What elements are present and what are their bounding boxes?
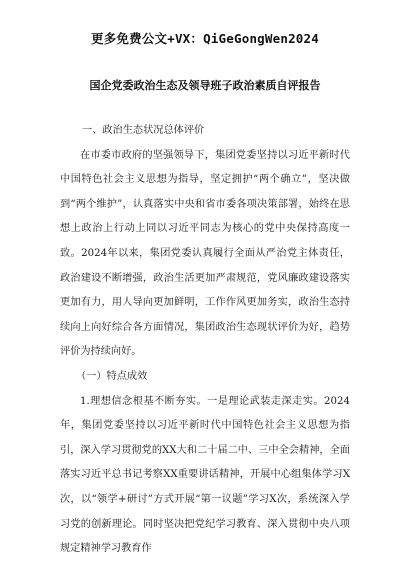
body-paragraph: 1.理想信念根基不断夯实。一是理论武装走深走实。2024年，集团党委坚持以习近平新时代中国特色社会主义思想为指引，深入学习贯彻党的XX大和二十届二中、三中全会精神，全面落实习近平总书记考察XX重要讲话精神，开展中心组集体学习X次，以“领学+研讨”方式开展“第一议题”学习X次，系统深入学习党的创新理论。同时坚决把党纪学习教育、深入贯彻中央八项规定精神学习教育作 (60, 395, 350, 555)
subsection-heading: （一）特点成效 (76, 370, 148, 382)
document-body (60, 119, 350, 562)
body-paragraph: 在市委市政府的坚强领导下，集团党委坚持以习近平新时代中国特色社会主义思想为指导，坚定拥护“两个确立”，坚决做到“两个维护”，认真落实中央和省市委各项决策部署，始终在思想上政治上行动上同以习近平同志为核心的党中央保持高度一致。2024年以来，集团党委认真履行全面从严治党主体责任，政治建设不断增强，政治生活更加严肃规范，党风廉政建设落实更加有力，用人导向更加鲜明，工作作风更加务实，政治生态持续向上向好综合各方面情况，集团政治生态现状评价为好，趋势评价为持续向好。 (60, 149, 350, 358)
document-title: 国企党委政治生态及领导班子政治素质自评报告 (89, 79, 321, 92)
watermark-header: 更多免费公文+VX：QiGeGongWen2024 (91, 31, 319, 46)
section-heading: 一、政治生态状况总体评价 (82, 125, 205, 136)
